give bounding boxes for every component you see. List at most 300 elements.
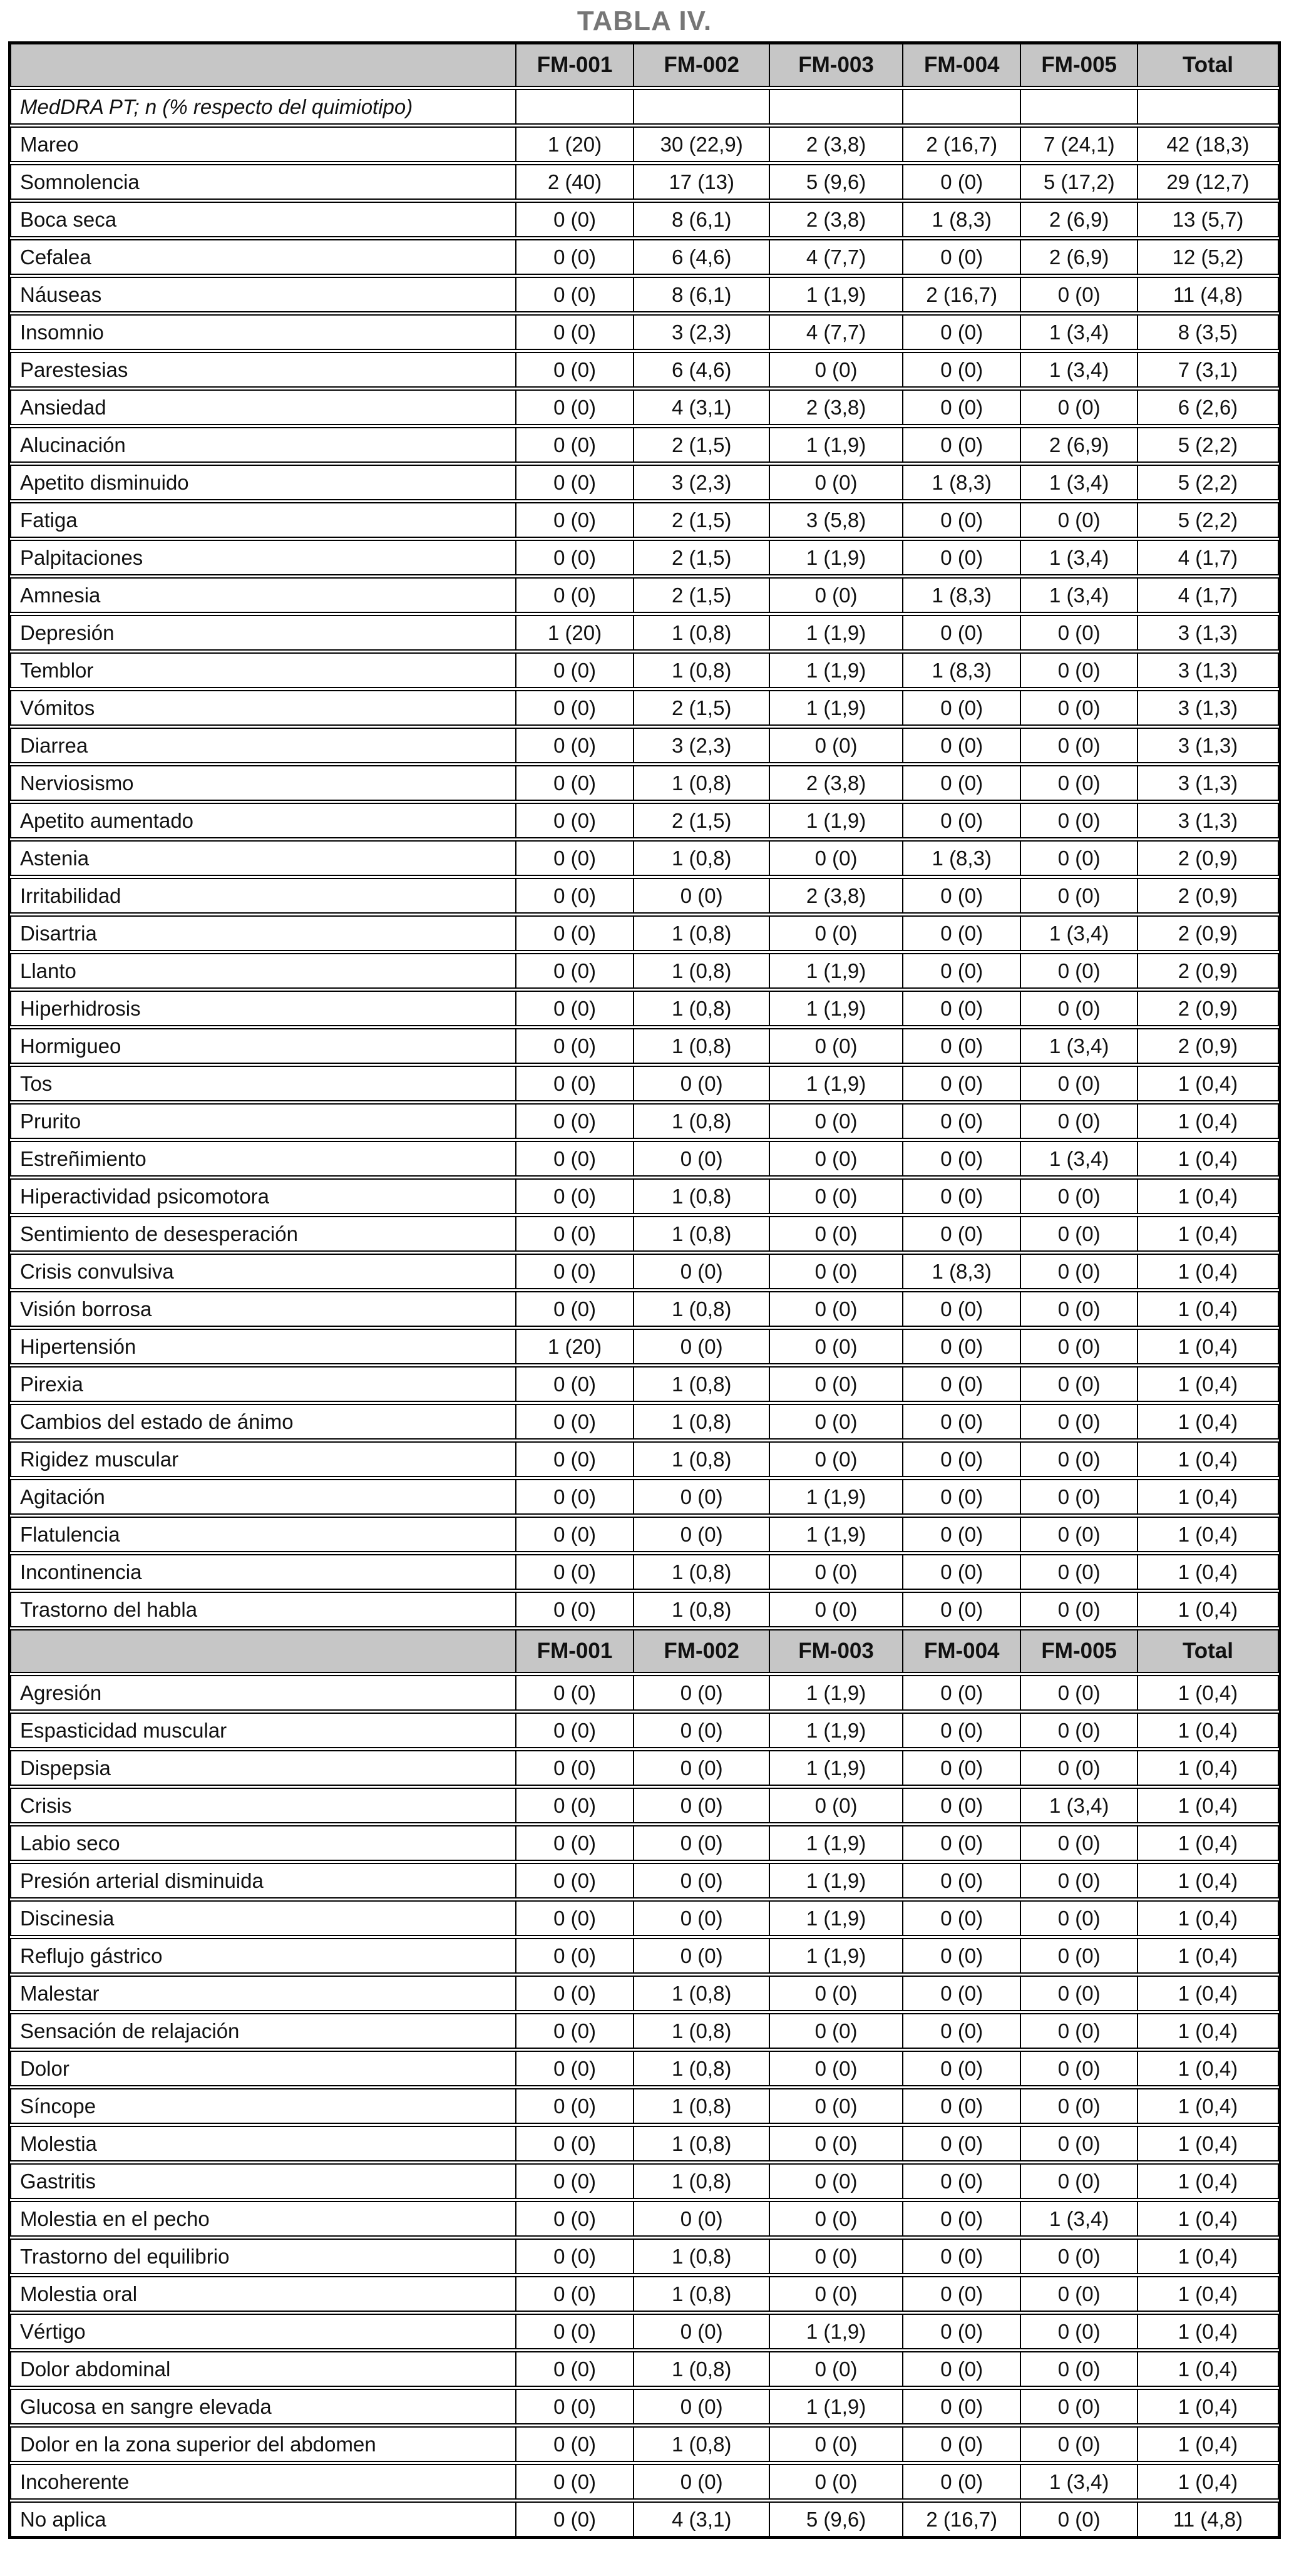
value-cell: 0 (0) <box>1021 2163 1138 2199</box>
value-cell: 0 (0) <box>770 1291 903 1327</box>
value-cell: 1 (0,4) <box>1138 2163 1279 2199</box>
value-cell: 1 (0,4) <box>1138 1976 1279 2011</box>
value-cell: 1 (0,4) <box>1138 1291 1279 1327</box>
row-label: Diarrea <box>10 728 516 763</box>
value-cell: 0 (0) <box>516 690 635 726</box>
subheader-row <box>10 89 1279 125</box>
value-cell: 1 (1,9) <box>770 1066 903 1101</box>
row-label: Discinesia <box>10 1900 516 1936</box>
value-cell: 0 (0) <box>903 1066 1022 1101</box>
table-row <box>10 2351 1279 2387</box>
value-cell: 0 (0) <box>1021 1178 1138 1214</box>
value-cell: 0 (0) <box>516 1976 635 2011</box>
column-header: FM-003 <box>770 43 903 87</box>
value-cell: 2 (0,9) <box>1138 991 1279 1026</box>
value-cell: 1 (0,4) <box>1138 1554 1279 1590</box>
row-label: Hipertensión <box>10 1329 516 1364</box>
value-cell: 1 (0,8) <box>634 615 770 651</box>
value-cell: 0 (0) <box>516 1517 635 1552</box>
row-label: Vértigo <box>10 2314 516 2349</box>
row-label: Nerviosismo <box>10 765 516 801</box>
value-cell: 0 (0) <box>1021 1404 1138 1440</box>
value-cell: 0 (0) <box>1021 1066 1138 1101</box>
row-label: Espasticidad muscular <box>10 1713 516 1748</box>
value-cell: 0 (0) <box>770 1441 903 1477</box>
value-cell: 1 (0,4) <box>1138 1329 1279 1364</box>
value-cell: 1 (1,9) <box>770 991 903 1026</box>
value-cell: 0 (0) <box>1021 991 1138 1026</box>
table-row <box>10 314 1279 350</box>
value-cell: 0 (0) <box>903 1479 1022 1515</box>
value-cell: 1 (0,8) <box>634 991 770 1026</box>
value-cell: 0 (0) <box>634 2464 770 2500</box>
table-row <box>10 465 1279 500</box>
value-cell: 0 (0) <box>903 1863 1022 1899</box>
value-cell: 1 (0,4) <box>1138 1592 1279 1627</box>
table-row <box>10 1028 1279 1064</box>
value-cell: 8 (3,5) <box>1138 314 1279 350</box>
table-row <box>10 1900 1279 1936</box>
table-row <box>10 652 1279 688</box>
value-cell: 0 (0) <box>634 1066 770 1101</box>
value-cell: 1 (3,4) <box>1021 540 1138 575</box>
value-cell: 0 (0) <box>634 1479 770 1515</box>
row-label: Hiperactividad psicomotora <box>10 1178 516 1214</box>
value-cell: 29 (12,7) <box>1138 164 1279 200</box>
table-row <box>10 1066 1279 1101</box>
value-cell: 1 (20) <box>516 126 635 162</box>
row-label: Parestesias <box>10 352 516 388</box>
value-cell: 0 (0) <box>770 1554 903 1590</box>
value-cell: 5 (9,6) <box>770 164 903 200</box>
value-cell: 0 (0) <box>516 1366 635 1402</box>
value-cell: 2 (3,8) <box>770 765 903 801</box>
value-cell: 1 (1,9) <box>770 803 903 838</box>
row-label: Pirexia <box>10 1366 516 1402</box>
table-row <box>10 1329 1279 1364</box>
value-cell: 2 (6,9) <box>1021 202 1138 237</box>
table-header-row <box>10 1629 1279 1673</box>
value-cell: 0 (0) <box>516 915 635 951</box>
value-cell: 0 (0) <box>903 2276 1022 2312</box>
row-label: Hiperhidrosis <box>10 991 516 1026</box>
value-cell: 0 (0) <box>516 1554 635 1590</box>
table-row <box>10 2501 1279 2537</box>
value-cell: 0 (0) <box>516 277 635 312</box>
value-cell: 0 (0) <box>516 1216 635 1252</box>
value-cell: 0 (0) <box>1021 389 1138 425</box>
value-cell: 0 (0) <box>903 1900 1022 1936</box>
value-cell: 0 (0) <box>516 1254 635 1289</box>
value-cell: 0 (0) <box>1021 840 1138 876</box>
empty-cell <box>1021 89 1138 125</box>
value-cell: 0 (0) <box>516 1788 635 1823</box>
empty-cell <box>516 89 635 125</box>
table-row <box>10 1554 1279 1590</box>
column-header: FM-001 <box>516 43 635 87</box>
value-cell: 1 (0,4) <box>1138 1825 1279 1861</box>
table-row <box>10 1592 1279 1627</box>
value-cell: 1 (20) <box>516 615 635 651</box>
value-cell: 0 (0) <box>516 1066 635 1101</box>
value-cell: 0 (0) <box>1021 2501 1138 2537</box>
value-cell: 1 (1,9) <box>770 1825 903 1861</box>
value-cell: 0 (0) <box>770 2239 903 2274</box>
value-cell: 0 (0) <box>1021 2239 1138 2274</box>
value-cell: 0 (0) <box>903 1141 1022 1177</box>
value-cell: 0 (0) <box>1021 1329 1138 1364</box>
value-cell: 0 (0) <box>903 878 1022 914</box>
value-cell: 1 (0,4) <box>1138 1863 1279 1899</box>
value-cell: 1 (1,9) <box>770 1675 903 1711</box>
value-cell: 0 (0) <box>1021 1366 1138 1402</box>
value-cell: 5 (2,2) <box>1138 465 1279 500</box>
value-cell: 2 (16,7) <box>903 126 1022 162</box>
table-row <box>10 953 1279 989</box>
value-cell: 1 (3,4) <box>1021 2201 1138 2237</box>
value-cell: 0 (0) <box>1021 502 1138 538</box>
value-cell: 0 (0) <box>903 1976 1022 2011</box>
column-header: Total <box>1138 1629 1279 1673</box>
value-cell: 1 (20) <box>516 1329 635 1364</box>
value-cell: 0 (0) <box>903 1329 1022 1364</box>
value-cell: 0 (0) <box>903 1441 1022 1477</box>
column-header: FM-003 <box>770 1629 903 1673</box>
value-cell: 0 (0) <box>903 389 1022 425</box>
value-cell: 1 (3,4) <box>1021 314 1138 350</box>
row-label: Somnolencia <box>10 164 516 200</box>
value-cell: 2 (0,9) <box>1138 953 1279 989</box>
value-cell: 0 (0) <box>634 1675 770 1711</box>
value-cell: 0 (0) <box>1021 615 1138 651</box>
column-header: Total <box>1138 43 1279 87</box>
value-cell: 1 (8,3) <box>903 652 1022 688</box>
value-cell: 0 (0) <box>634 2201 770 2237</box>
value-cell: 0 (0) <box>903 1404 1022 1440</box>
table-row <box>10 1976 1279 2011</box>
row-label: Agitación <box>10 1479 516 1515</box>
value-cell: 0 (0) <box>770 2276 903 2312</box>
value-cell: 2 (16,7) <box>903 277 1022 312</box>
row-label: Náuseas <box>10 277 516 312</box>
value-cell: 0 (0) <box>770 1028 903 1064</box>
value-cell: 0 (0) <box>516 1404 635 1440</box>
value-cell: 1 (0,8) <box>634 1103 770 1139</box>
table-row <box>10 1863 1279 1899</box>
value-cell: 1 (0,4) <box>1138 2314 1279 2349</box>
value-cell: 3 (2,3) <box>634 314 770 350</box>
value-cell: 0 (0) <box>516 2314 635 2349</box>
row-label: Astenia <box>10 840 516 876</box>
column-header: FM-004 <box>903 1629 1022 1673</box>
row-label: Trastorno del equilibrio <box>10 2239 516 2274</box>
empty-cell <box>903 89 1022 125</box>
table-row <box>10 1825 1279 1861</box>
value-cell: 0 (0) <box>516 2051 635 2086</box>
row-label: Irritabilidad <box>10 878 516 914</box>
row-label: Agresión <box>10 1675 516 1711</box>
row-label: Sentimiento de desesperación <box>10 1216 516 1252</box>
value-cell: 0 (0) <box>770 1103 903 1139</box>
value-cell: 2 (0,9) <box>1138 1028 1279 1064</box>
value-cell: 1 (8,3) <box>903 840 1022 876</box>
value-cell: 0 (0) <box>1021 728 1138 763</box>
value-cell: 6 (4,6) <box>634 352 770 388</box>
row-label: Reflujo gástrico <box>10 1938 516 1974</box>
value-cell: 0 (0) <box>634 1825 770 1861</box>
value-cell: 1 (1,9) <box>770 953 903 989</box>
value-cell: 1 (3,4) <box>1021 915 1138 951</box>
value-cell: 1 (1,9) <box>770 2314 903 2349</box>
value-cell: 0 (0) <box>1021 1554 1138 1590</box>
value-cell: 1 (0,4) <box>1138 1713 1279 1748</box>
row-label: Hormigueo <box>10 1028 516 1064</box>
table-row <box>10 1517 1279 1552</box>
value-cell: 0 (0) <box>1021 1291 1138 1327</box>
value-cell: 0 (0) <box>770 2426 903 2462</box>
value-cell: 1 (0,4) <box>1138 1141 1279 1177</box>
value-cell: 0 (0) <box>903 1750 1022 1786</box>
value-cell: 4 (7,7) <box>770 239 903 275</box>
value-cell: 0 (0) <box>903 2389 1022 2424</box>
value-cell: 0 (0) <box>1021 2351 1138 2387</box>
table-row <box>10 1254 1279 1289</box>
value-cell: 1 (3,4) <box>1021 1788 1138 1823</box>
value-cell: 0 (0) <box>770 2163 903 2199</box>
value-cell: 0 (0) <box>634 1788 770 1823</box>
value-cell: 0 (0) <box>516 2163 635 2199</box>
value-cell: 1 (1,9) <box>770 690 903 726</box>
value-cell: 0 (0) <box>770 728 903 763</box>
value-cell: 0 (0) <box>516 1103 635 1139</box>
table-row <box>10 389 1279 425</box>
empty-cell <box>770 89 903 125</box>
table-row <box>10 2088 1279 2124</box>
row-label: Mareo <box>10 126 516 162</box>
value-cell: 1 (0,8) <box>634 1366 770 1402</box>
value-cell: 1 (0,4) <box>1138 2013 1279 2049</box>
value-cell: 1 (0,8) <box>634 2351 770 2387</box>
value-cell: 0 (0) <box>903 2351 1022 2387</box>
value-cell: 1 (0,8) <box>634 765 770 801</box>
value-cell: 0 (0) <box>903 690 1022 726</box>
value-cell: 0 (0) <box>770 1366 903 1402</box>
value-cell: 0 (0) <box>770 1141 903 1177</box>
value-cell: 1 (0,4) <box>1138 1675 1279 1711</box>
value-cell: 0 (0) <box>516 2239 635 2274</box>
value-cell: 0 (0) <box>516 1291 635 1327</box>
row-label: Dolor <box>10 2051 516 2086</box>
column-header: FM-004 <box>903 43 1022 87</box>
value-cell: 0 (0) <box>1021 2126 1138 2161</box>
value-cell: 1 (0,4) <box>1138 2389 1279 2424</box>
table-row <box>10 1141 1279 1177</box>
value-cell: 1 (0,8) <box>634 2088 770 2124</box>
row-label: Molestia oral <box>10 2276 516 2312</box>
row-label: Tos <box>10 1066 516 1101</box>
value-cell: 0 (0) <box>516 2276 635 2312</box>
value-cell: 0 (0) <box>516 652 635 688</box>
value-cell: 0 (0) <box>903 2464 1022 2500</box>
value-cell: 3 (1,3) <box>1138 615 1279 651</box>
value-cell: 3 (1,3) <box>1138 728 1279 763</box>
header-spacer-cell <box>10 43 516 87</box>
row-label: Estreñimiento <box>10 1141 516 1177</box>
value-cell: 6 (2,6) <box>1138 389 1279 425</box>
value-cell: 0 (0) <box>516 1675 635 1711</box>
value-cell: 0 (0) <box>770 352 903 388</box>
value-cell: 0 (0) <box>903 953 1022 989</box>
value-cell: 1 (0,8) <box>634 2239 770 2274</box>
row-label: Apetito disminuido <box>10 465 516 500</box>
value-cell: 1 (0,8) <box>634 1178 770 1214</box>
row-label: Ansiedad <box>10 389 516 425</box>
value-cell: 0 (0) <box>770 1788 903 1823</box>
table-row <box>10 577 1279 613</box>
value-cell: 2 (1,5) <box>634 502 770 538</box>
value-cell: 0 (0) <box>903 502 1022 538</box>
value-cell: 3 (2,3) <box>634 465 770 500</box>
value-cell: 2 (6,9) <box>1021 427 1138 463</box>
row-label: Incoherente <box>10 2464 516 2500</box>
value-cell: 1 (1,9) <box>770 615 903 651</box>
value-cell: 0 (0) <box>903 1216 1022 1252</box>
value-cell: 2 (3,8) <box>770 389 903 425</box>
value-cell: 1 (0,4) <box>1138 1750 1279 1786</box>
value-cell: 0 (0) <box>903 1028 1022 1064</box>
value-cell: 1 (0,4) <box>1138 2088 1279 2124</box>
value-cell: 0 (0) <box>903 2426 1022 2462</box>
header-spacer-cell <box>10 1629 516 1673</box>
value-cell: 0 (0) <box>1021 1976 1138 2011</box>
value-cell: 3 (5,8) <box>770 502 903 538</box>
value-cell: 0 (0) <box>770 2464 903 2500</box>
value-cell: 1 (0,8) <box>634 840 770 876</box>
value-cell: 2 (3,8) <box>770 878 903 914</box>
table-row <box>10 1178 1279 1214</box>
value-cell: 0 (0) <box>1021 765 1138 801</box>
row-label: Amnesia <box>10 577 516 613</box>
value-cell: 1 (0,8) <box>634 1028 770 1064</box>
value-cell: 0 (0) <box>516 1713 635 1748</box>
value-cell: 0 (0) <box>516 728 635 763</box>
value-cell: 2 (1,5) <box>634 690 770 726</box>
value-cell: 0 (0) <box>770 915 903 951</box>
value-cell: 5 (17,2) <box>1021 164 1138 200</box>
value-cell: 2 (1,5) <box>634 803 770 838</box>
row-label: Depresión <box>10 615 516 651</box>
value-cell: 12 (5,2) <box>1138 239 1279 275</box>
table-row <box>10 2464 1279 2500</box>
value-cell: 8 (6,1) <box>634 277 770 312</box>
value-cell: 0 (0) <box>634 1254 770 1289</box>
row-label: Dispepsia <box>10 1750 516 1786</box>
value-cell: 1 (1,9) <box>770 1938 903 1974</box>
value-cell: 1 (0,8) <box>634 2426 770 2462</box>
empty-cell <box>634 89 770 125</box>
value-cell: 2 (3,8) <box>770 202 903 237</box>
value-cell: 0 (0) <box>516 2201 635 2237</box>
value-cell: 1 (0,8) <box>634 2276 770 2312</box>
table-row <box>10 1441 1279 1477</box>
value-cell: 0 (0) <box>1021 1592 1138 1627</box>
value-cell: 0 (0) <box>903 803 1022 838</box>
value-cell: 0 (0) <box>903 239 1022 275</box>
value-cell: 0 (0) <box>516 1178 635 1214</box>
value-cell: 1 (0,8) <box>634 2163 770 2199</box>
row-label: Llanto <box>10 953 516 989</box>
value-cell: 3 (1,3) <box>1138 652 1279 688</box>
table-row <box>10 1291 1279 1327</box>
row-label: Glucosa en sangre elevada <box>10 2389 516 2424</box>
value-cell: 1 (0,4) <box>1138 1254 1279 1289</box>
value-cell: 0 (0) <box>1021 1254 1138 1289</box>
value-cell: 2 (16,7) <box>903 2501 1022 2537</box>
value-cell: 0 (0) <box>1021 1216 1138 1252</box>
value-cell: 0 (0) <box>516 2351 635 2387</box>
value-cell: 0 (0) <box>770 2201 903 2237</box>
value-cell: 0 (0) <box>903 991 1022 1026</box>
value-cell: 7 (3,1) <box>1138 352 1279 388</box>
value-cell: 0 (0) <box>634 878 770 914</box>
value-cell: 0 (0) <box>1021 277 1138 312</box>
table-row <box>10 690 1279 726</box>
value-cell: 1 (1,9) <box>770 2389 903 2424</box>
table-row <box>10 2126 1279 2161</box>
value-cell: 0 (0) <box>903 728 1022 763</box>
value-cell: 0 (0) <box>516 1750 635 1786</box>
table-row <box>10 615 1279 651</box>
row-label: Molestia en el pecho <box>10 2201 516 2237</box>
value-cell: 0 (0) <box>770 2013 903 2049</box>
value-cell: 6 (4,6) <box>634 239 770 275</box>
value-cell: 0 (0) <box>634 1713 770 1748</box>
value-cell: 5 (2,2) <box>1138 427 1279 463</box>
value-cell: 0 (0) <box>634 1863 770 1899</box>
value-cell: 0 (0) <box>770 1216 903 1252</box>
value-cell: 0 (0) <box>903 540 1022 575</box>
value-cell: 0 (0) <box>634 2314 770 2349</box>
value-cell: 1 (0,8) <box>634 2013 770 2049</box>
value-cell: 1 (3,4) <box>1021 465 1138 500</box>
row-label: Temblor <box>10 652 516 688</box>
value-cell: 1 (0,8) <box>634 1404 770 1440</box>
value-cell: 1 (0,8) <box>634 915 770 951</box>
value-cell: 3 (1,3) <box>1138 690 1279 726</box>
value-cell: 1 (1,9) <box>770 1479 903 1515</box>
value-cell: 0 (0) <box>903 427 1022 463</box>
table-row <box>10 1479 1279 1515</box>
value-cell: 0 (0) <box>634 1517 770 1552</box>
value-cell: 0 (0) <box>903 1366 1022 1402</box>
page-title: TABLA IV. <box>577 6 712 36</box>
value-cell: 0 (0) <box>516 540 635 575</box>
table-row <box>10 2201 1279 2237</box>
row-label: Insomnio <box>10 314 516 350</box>
value-cell: 0 (0) <box>516 953 635 989</box>
table-row <box>10 126 1279 162</box>
row-label: Síncope <box>10 2088 516 2124</box>
value-cell: 0 (0) <box>1021 2088 1138 2124</box>
value-cell: 2 (1,5) <box>634 427 770 463</box>
value-cell: 0 (0) <box>770 1592 903 1627</box>
row-label: Molestia <box>10 2126 516 2161</box>
table-row <box>10 1750 1279 1786</box>
value-cell: 0 (0) <box>516 427 635 463</box>
row-label: Rigidez muscular <box>10 1441 516 1477</box>
value-cell: 0 (0) <box>1021 690 1138 726</box>
row-label: Alucinación <box>10 427 516 463</box>
